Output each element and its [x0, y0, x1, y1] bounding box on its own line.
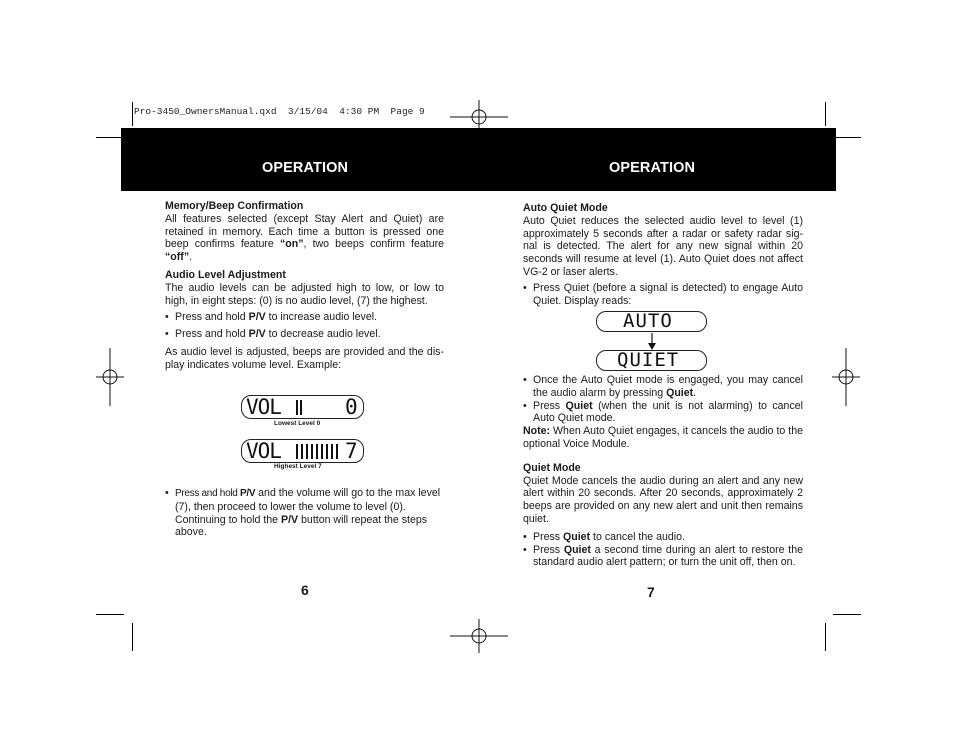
- right-column-mid: [523, 374, 803, 569]
- volume-bar: [331, 444, 333, 459]
- auto-quiet-paragraph: Auto Quiet reduces the selected audio level to level (1) approximately 5 seconds after a radar or safety radar sig-nal is detected. The alert for any new signal within 20 seconds will resume at level (1). Auto Quiet does not affect VG-2 or laser alerts.: [523, 214, 803, 278]
- bullet-decrease: • Press and hold P/V to decrease audio level.: [165, 328, 444, 341]
- volume-bar: [316, 444, 318, 459]
- header-bar: [121, 128, 836, 191]
- page-number-left: 6: [301, 582, 309, 598]
- volume-bar: [326, 444, 328, 459]
- volume-bar: [306, 444, 308, 459]
- lcd-caption-lowest: Lowest Level 0: [274, 420, 321, 427]
- bullet-increase: • Press and hold P/V to increase audio level.: [165, 311, 444, 324]
- bullet-cancel-audio: • Press Quiet to cancel the audio.: [523, 531, 803, 544]
- lcd-level-digit: 0: [345, 395, 358, 419]
- volume-bar: [336, 444, 338, 459]
- bullet-restore-audio: • Press Quiet a second time during an alert to restore the standard audio alert pattern; or turn the unit off, then on.: [523, 544, 803, 570]
- left-column-bottom: [165, 487, 444, 539]
- left-page-title: OPERATION: [262, 160, 349, 176]
- adjust-paragraph: As audio level is adjusted, beeps are provided and the dis-play indicates volume level. Example:: [165, 345, 444, 371]
- volume-bar: [301, 444, 303, 459]
- lcd-volume-lowest: VOL 0: [241, 395, 364, 419]
- bullet-max-level: • Press and hold P/V and the volume will go to the max level (7), then proceed to lower the volume to level (0). Continuing to hold the P/V button will repeat the steps above.: [165, 487, 444, 539]
- page-number-right: 7: [647, 584, 655, 600]
- audio-heading: Audio Level Adjustment: [165, 268, 286, 281]
- volume-bar: [321, 444, 323, 459]
- right-column: [523, 202, 803, 307]
- lcd-quiet: QUIET: [596, 350, 707, 371]
- memory-paragraph: All features selected (except Stay Alert and Quiet) are retained in memory. Each time a button is pressed one beep confirms feature “on”, two beeps confirm feature “off”.: [165, 212, 444, 264]
- memory-heading: Memory/Beep Confirmation: [165, 200, 304, 212]
- volume-bar: [311, 444, 313, 459]
- auto-quiet-heading: Auto Quiet Mode: [523, 202, 608, 214]
- volume-bar: [296, 444, 298, 459]
- lcd-caption-highest: Highest Level 7: [274, 463, 322, 470]
- right-page-title: OPERATION: [609, 160, 696, 176]
- lcd-level-digit: 7: [345, 439, 358, 463]
- quiet-mode-heading: Quiet Mode: [523, 461, 581, 474]
- audio-paragraph: The audio levels can be adjusted high to low, or low to high, in eight steps: (0) is no audio level, (7) the highest.: [165, 281, 444, 307]
- bullet-engage-auto-quiet: • Press Quiet (before a signal is detected) to engage Auto Quiet. Display reads:: [523, 282, 803, 308]
- quiet-mode-paragraph: Quiet Mode cancels the audio during an alert and any new alert within 20 seconds. After 20 seconds, approximately 2 beeps are provided on any new alert and unit then remains quiet.: [523, 474, 803, 525]
- bullet-cancel-alarm: • Once the Auto Quiet mode is engaged, you may cancel the audio alarm by pressing Quiet.: [523, 374, 803, 400]
- lcd-volume-highest: VOL 7: [241, 439, 364, 463]
- bullet-cancel-auto-quiet: • Press Quiet (when the unit is not alarming) to cancel Auto Quiet mode.: [523, 400, 803, 426]
- note-paragraph: Note: When Auto Quiet engages, it cancels the audio to the optional Voice Module.: [523, 425, 803, 450]
- left-column: [165, 200, 444, 372]
- file-slug: Pro-3450_OwnersManual.qxd 3/15/04 4:30 PM Page 9: [134, 106, 425, 117]
- lcd-auto: AUTO: [596, 311, 707, 332]
